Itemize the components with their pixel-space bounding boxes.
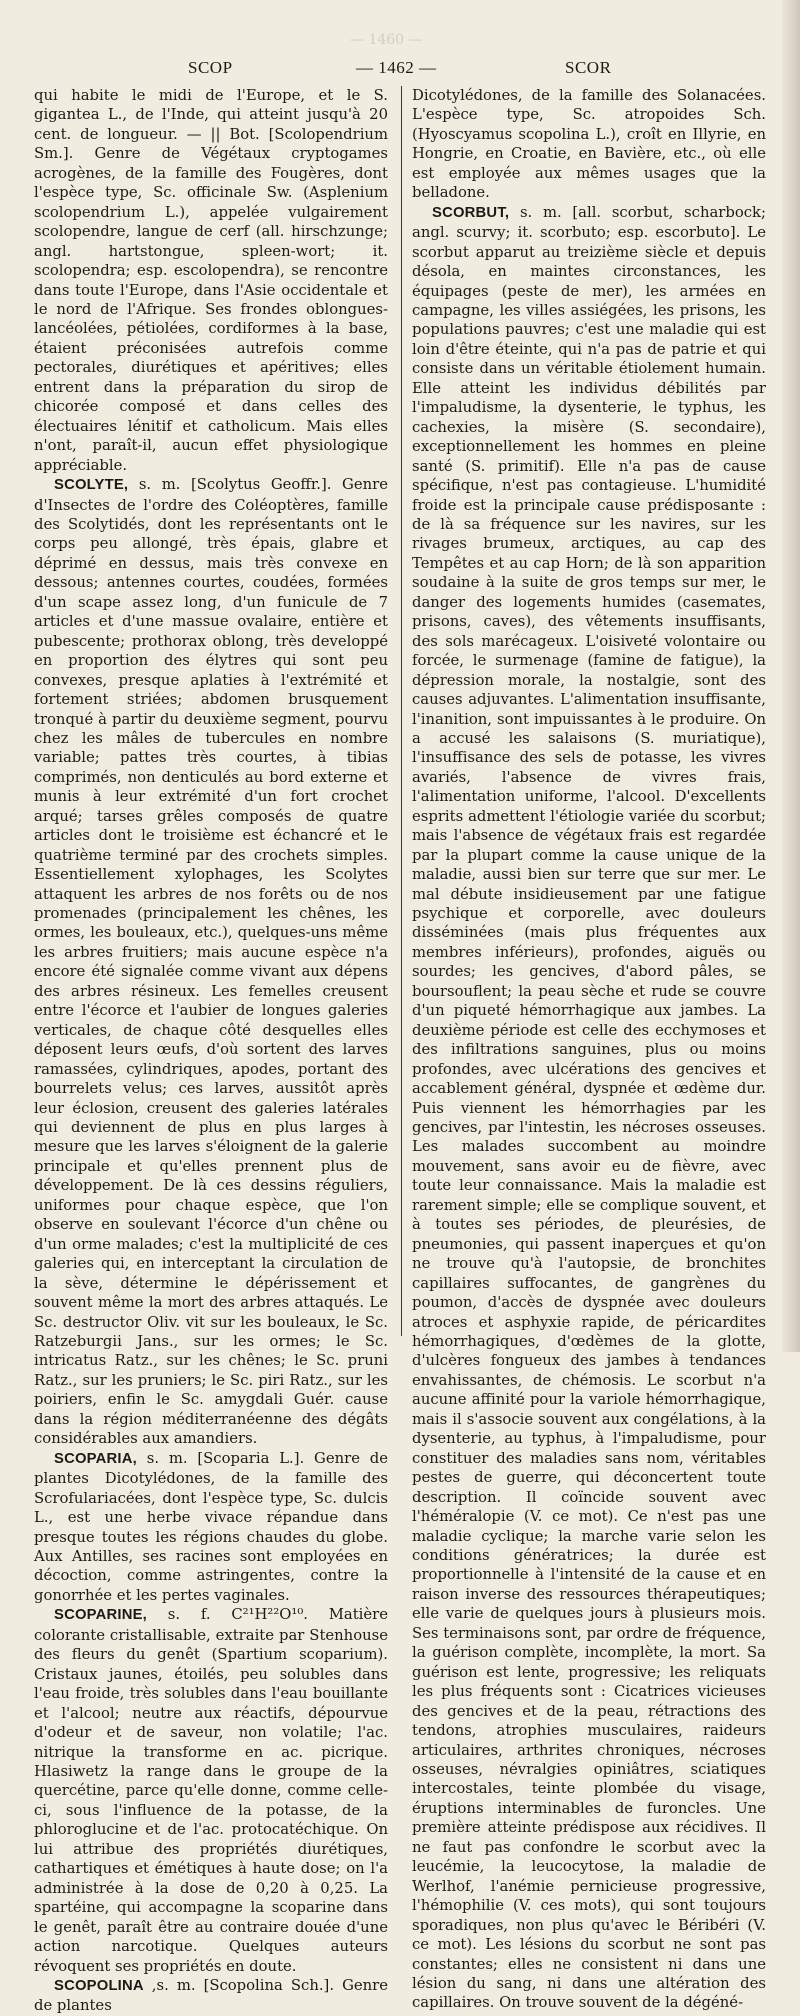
headword: SCOPARIA, <box>54 1450 137 1467</box>
entry-continuation: Dicotylédones, de la famille des Solanacées. L'espèce type, Sc. atropoides Sch. (Hyoscyamus scopolina L.), croît en Illyrie, en Hongrie, en Croatie, en Bavière, etc., où elle est employée aux mêmes usages que la belladone. <box>412 87 766 202</box>
right-column <box>412 86 766 2012</box>
entry-scoparia: SCOPARIA, s. m. [Scoparia L.]. Genre de plantes Dicotylédones, de la famille des Scrofulariacées, dont l'espèce type, Sc. dulcis L., est une herbe vivace répandue dans presque toutes les régions chaudes du globe. Aux Antilles, ses racines sont employées en décoction, comme astringentes, contre la gonorrhée et les pertes vaginales. <box>34 1449 388 1604</box>
column-divider <box>401 86 402 1336</box>
left-column <box>34 86 388 2015</box>
entry-continuation: qui habite le midi de l'Europe, et le S. gigantea L., de l'Inde, qui atteint jusqu'à 20 cent. de longueur. — || Bot. [Scolopendrium Sm.]. Genre de Végétaux cryptogames acrogènes, de la famille des Fougères, dont l'espèce type, Sc. officinale Sw. (Asplenium scolopendrium L.), appelée vulgairement scolopendre, langue de cerf (all. hirschzunge; angl. hartstongue, spleen-wort; it. scolopendra; esp. escolopendra), se rencontre dans toute l'Europe, dans l'Asie occidentale et le nord de l'Afrique. Ses frondes oblongues-lancéolées, pétiolées, cordiformes à la base, étaient préconisées autrefois comme pectorales, diurétiques et apéritives; elles entrent dans la préparation du sirop de chicorée composé et dans celles des électuaires lénitif et catholicum. Mais elles n'ont, paraît-il, aucun effet physiologique appréciable. <box>34 87 388 474</box>
page-number: — 1462 — <box>356 58 437 77</box>
headword: SCOLYTE, <box>54 477 129 494</box>
entry-scoparine: SCOPARINE, s. f. C²¹H²²O¹⁰. Matière colorante cristallisable, extraite par Stenhouse des fleurs du genêt (Spartium scoparium). Cristaux jaunes, étoilés, peu solubles dans l'eau froide, très solubles dans l'eau bouillante et l'alcool; neutre aux réactifs, dépourvue d'odeur et de saveur, non volatile; l'ac. nitrique la transforme en ac. picrique. Hlasiwetz la range dans le groupe de la quercétine, parce qu'elle donne, comme celle-ci, sous l'influence de la potasse, de la phloroglucine et de l'ac. protocatéchique. On lui attribue des propriétés diurétiques, cathartiques et émétiques à haute dose; on l'a administrée à la dose de 0,20 à 0,25. La spartéine, qui accompagne la scoparine dans le genêt, paraît être au contraire douée d'une action narcotique. Quelques auteurs révoquent ses propriétés en doute. <box>34 1606 388 1975</box>
entry-scolyte: SCOLYTE, s. m. [Scolytus Geoffr.]. Genre d'Insectes de l'ordre des Coléoptères, famille des Scolytidés, dont les représentants ont le corps peu allongé, très épais, glabre et déprimé en dessus, mais très convexe en dessous; antennes courtes, coudées, formées d'un scape assez long, d'un funicule de 7 articles et d'une massue ovalaire, entière et pubescente; prothorax oblong, très developpé en proportion des élytres qui sont peu convexes, presque aplaties à l'extrémité et fortement striées; abdomen brusquement tronqué à partir du deuxième segment, pourvu chez les mâles de tubercules en nombre variable; pattes très courtes, à tibias comprimés, non denticulés au bord externe et munis à leur extrémité d'un fort crochet arqué; tarses grêles composés de quatre articles dont le troisième est échancré et le quatrième terminé par des crochets simples. Essentiellement xylophages, les Scolytes attaquent les arbres de nos forêts ou de nos promenades (principalement les chênes, les ormes, les bouleaux, etc.), quelques-uns même les arbres fruitiers; mais aucune espèce n'a encore été signalée comme vivant aux dépens des arbres résineux. Les femelles creusent entre l'écorce et l'aubier de longues galeries verticales, de chaque côté desquelles elles déposent leurs œufs, d'où sortent des larves ramassées, cylindriques, apodes, portant des bourrelets velus; ces larves, aussitôt après leur éclosion, creusent des galeries latérales qui deviennent de plus en plus larges à mesure que les larves s'éloignent de la galerie principale et qu'elles prennent plus de développement. De là ces dessins réguliers, uniformes pour chaque espèce, que l'on observe en soulevant l'écorce d'un chêne ou d'un orme malades; c'est la multiplicité de ces galeries qui, en interceptant la circulation de la sève, détermine le dépérissement et souvent même la mort des arbres attaqués. Le Sc. destructor Oliv. vit sur les bouleaux, le Sc. Ratzeburgii Jans., sur les ormes; le Sc. intricatus Ratz., sur les chênes; le Sc. pruni Ratz., sur les pruniers; le Sc. piri Ratz., sur les poiriers, enfin le Sc. amygdali Guér. cause dans la région méditerranéenne des dégâts considérables aux amandiers. <box>34 476 388 1448</box>
headword: SCOPOLINA <box>54 1977 144 1994</box>
bleed-through-text: — 1460 — <box>350 32 423 48</box>
headword: SCOPARINE, <box>54 1607 147 1624</box>
entry-scopolina: SCOPOLINA ,s. m. [Scopolina Sch.]. Genre de plantes <box>34 1976 388 2015</box>
page-edge-shadow <box>782 0 800 1352</box>
running-head <box>0 58 800 84</box>
running-head-left: SCOP <box>188 58 233 77</box>
headword: SCORBUT, <box>432 204 510 221</box>
running-head-right: SCOR <box>565 58 612 77</box>
entry-scorbut: SCORBUT, s. m. [all. scorbut, scharbock; angl. scurvy; it. scorbuto; esp. escorbuto]. Le scorbut apparut au treizième siècle et depuis désola, en maintes circonstances, les équipages (peste de mer), les armées en campagne, les villes assiégées, les prisons, les populations pauvres; c'est une maladie qui est loin d'être éteinte, qui n'a pas de patrie et qui consiste dans un véritable étiolement humain. Elle atteint les individus débilités par l'impaludisme, la dysenterie, le typhus, les cachexies, la misère (S. secondaire), exceptionnellement les hommes en pleine santé (S. primitif). Elle n'a pas de cause spécifique, n'est pas contagieuse. L'humidité froide est la principale cause prédisposante : de là sa fréquence sur les navires, sur les rivages brumeux, arctiques, au cap des Tempêtes et au cap Horn; de là son apparition soudaine à la suite de gros temps sur mer, le danger des logements humides (casemates, prisons, caves), des vêtements insuffisants, des sols marécageux. L'oisiveté volontaire ou forcée, le surmenage (famine de fatigue), la dépression morale, la nostalgie, sont des causes adjuvantes. L'alimentation insuffisante, l'inanition, sont impuissantes à le produire. On a accusé les salaisons (S. muriatique), l'insuffisance des sels de potasse, les vivres avariés, l'absence de vivres frais, l'alimentation uniforme, l'alcool. D'excellents esprits admettent l'étiologie variée du scorbut; mais l'absence de végétaux frais est regardée par la plupart comme la cause unique de la maladie, aussi bien sur terre que sur mer. Le mal débute insidieusement par une fatigue psychique et corporelle, avec douleurs disséminées (mais plus fréquentes aux membres inférieurs), profondes, aiguës ou sourdes; les gencives, d'abord pâles, se boursouflent; la peau sèche et rude se couvre d'un piqueté hémorrhagique aux jambes. La deuxième période est celle des ecchymoses et des infiltrations sanguines, plus ou moins profondes, avec ulcérations des gencives et accablement général, dyspnée et œdème dur. Puis viennent les hémorrhagies par les gencives, par l'intestin, les nécroses osseuses. Les malades succombent au moindre mouvement, sans avoir eu de fièvre, avec toute leur connaissance. Mais la maladie est rarement simple; elle se complique souvent, et à toutes ses périodes, de pleurésies, de pneumonies, qui passent inaperçues et qu'on ne trouve qu'à l'autopsie, de bronchites capillaires suffocantes, de gangrènes du poumon, d'accès de dyspnée avec douleurs atroces et asphyxie rapide, de péricardites hémorrhagiques, d'œdèmes de la glotte, d'ulcères fongueux des jambes à tendances envahissantes, de chémosis. Le scorbut n'a aucune affinité pour la variole hémorrhagique, mais il s'associe souvent aux congélations, à la dysenterie, au typhus, à l'impaludisme, pour constituer des maladies sans nom, véritables pestes de guerre, qui déconcertent toute description. Il coïncide souvent avec l'héméralopie (V. ce mot). Ce n'est pas une maladie cyclique; la marche varie selon les conditions génératrices; la durée est proportionnelle à l'intensité de la cause et en raison inverse des ressources thérapeutiques; elle varie de quelques jours à plusieurs mois. Ses terminaisons sont, par ordre de fréquence, la guérison complète, incomplète, la mort. Sa guérison est lente, progressive; les reliquats les plus fréquents sont : Cicatrices vicieuses des gencives et de la peau, rétractions des tendons, atrophies musculaires, raideurs articulaires, arthrites chroniques, nécroses osseuses, névralgies opiniâtres, sciatiques intercostales, teinte plombée du visage, éruptions interminables de furoncles. Une première atteinte prédispose aux récidives. Il ne faut pas confondre le scorbut avec la leucémie, la leucocytose, la maladie de Werlhof, l'anémie pernicieuse progressive, l'hémophilie (V. ces mots), qui sont toujours sporadiques, non plus qu'avec le Béribéri (V. ce mot). Les lésions du scorbut ne sont pas constantes; elles ne consistent ni dans une lésion du sang, ni dans une altération des capillaires. On trouve souvent de la dégéné- <box>412 203 766 2012</box>
